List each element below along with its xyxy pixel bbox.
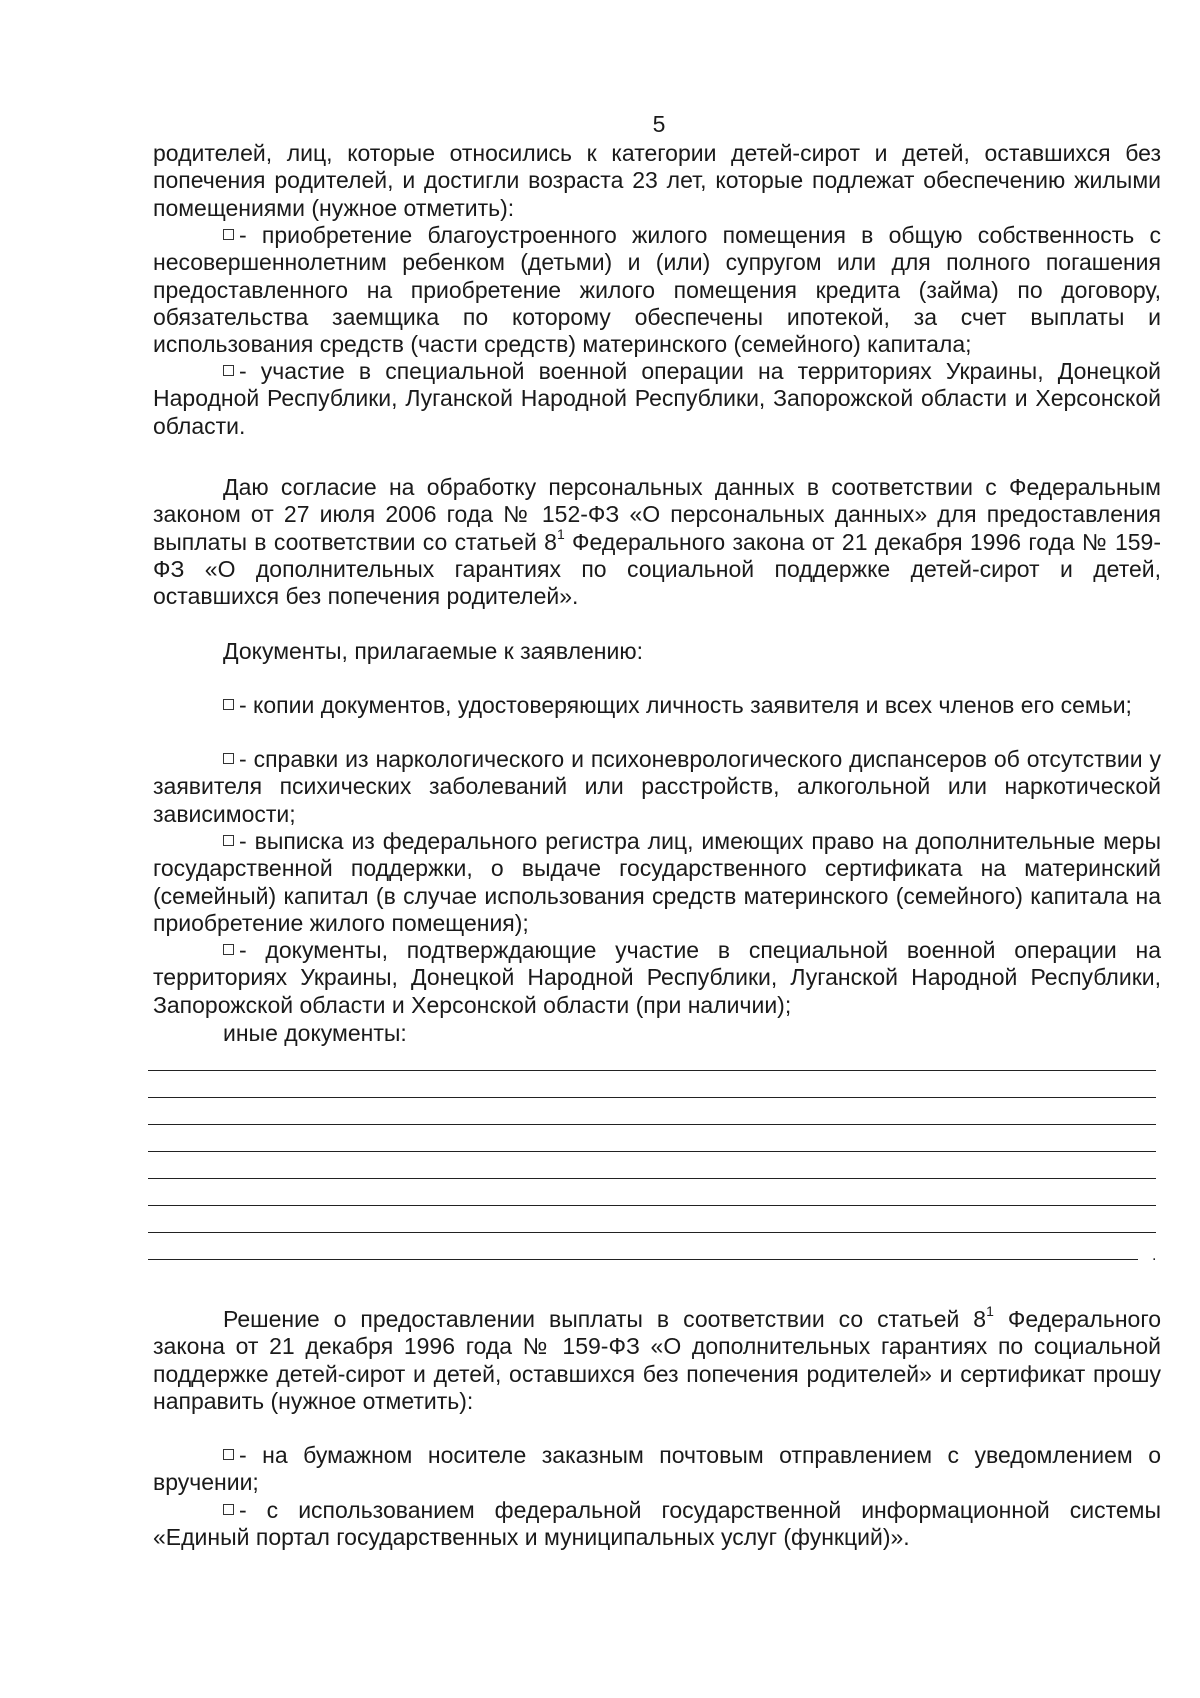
document-item-registry-extract-text: - выписка из федерального регистра лиц, имеющих право на дополнительные меры государственной поддержки, о выдаче государственного сертификата на материнский (семейный) капитал (в случае использования средств материнского (семейного) капитала на приобретение жилого помещения);: [153, 828, 1161, 936]
fill-line-8[interactable]: [148, 1259, 1138, 1260]
fill-line-5[interactable]: [148, 1178, 1156, 1179]
decision-text-part1: Решение о предоставлении выплаты в соответствии со статьей 8: [223, 1306, 987, 1332]
document-item-svo-documents-text: - документы, подтверждающие участие в специальной военной операции на территориях Украины, Донецкой Народной Республики, Луганской Народной Республики, Запорожской области и Херсонской области (при наличии);: [153, 937, 1161, 1018]
option-svo-participation-text: - участие в специальной военной операции на территориях Украины, Донецкой Народной Республики, Луганской Народной Республики, Запорожской области и Херсонской области.: [153, 358, 1161, 439]
delivery-option-portal-text: - с использованием федеральной государственной информационной системы «Единый портал государственных и муниципальных услуг (функций)».: [153, 1497, 1161, 1551]
checkbox[interactable]: [223, 365, 234, 376]
checkbox[interactable]: [223, 1504, 234, 1515]
checkbox[interactable]: [223, 1449, 234, 1460]
fill-line-3[interactable]: [148, 1124, 1156, 1125]
option-svo-participation: [153, 358, 1161, 440]
consent-paragraph: [153, 474, 1161, 610]
fill-line-6[interactable]: [148, 1205, 1156, 1206]
delivery-option-portal: [153, 1497, 1161, 1552]
delivery-option-paper: [153, 1442, 1161, 1497]
continuation-paragraph: родителей, лиц, которые относились к категории детей-сирот и детей, оставшихся без попечения родителей, и достигли возраста 23 лет, которые подлежат обеспечению жилыми помещениями (нужное отметить):: [153, 140, 1161, 221]
documents-heading: Документы, прилагаемые к заявлению:: [223, 638, 643, 664]
consent-text-part2: Федерального закона от 21 декабря 1996 года № 159-ФЗ «О дополнительных гарантиях по социальной поддержке детей-сирот и детей, оставшихся без попечения родителей».: [153, 528, 1161, 610]
option-purchase-housing: [153, 222, 1161, 358]
document-item-id-copies: [153, 692, 1161, 719]
document-item-medical-certificates-text: - справки из наркологического и психоневрологического диспансеров об отсутствии у заявителя психических заболеваний или расстройств, алкогольной или наркотической зависимости;: [153, 746, 1161, 827]
consent-superscript: 1: [556, 525, 565, 542]
delivery-option-paper-text: - на бумажном носителе заказным почтовым отправлением с уведомлением о вручении;: [153, 1442, 1161, 1496]
consent-text-part1: Даю согласие на обработку персональных данных в соответствии с Федеральным законом от 27 июля 2006 года № 152-ФЗ «О персональных данных» для предоставления выплаты в соответствии со статьей 8: [153, 474, 1161, 555]
document-item-id-copies-text: - копии документов, удостоверяющих личность заявителя и всех членов его семьи;: [239, 692, 1132, 718]
other-documents-label: иные документы:: [223, 1020, 407, 1046]
fill-line-1[interactable]: [148, 1070, 1156, 1071]
fill-line-4[interactable]: [148, 1151, 1156, 1152]
decision-superscript: 1: [986, 1303, 994, 1320]
document-item-svo-documents: [153, 937, 1161, 1019]
document-item-medical-certificates: [153, 746, 1161, 828]
checkbox[interactable]: [223, 944, 234, 955]
decision-text-part2: Федерального закона от 21 декабря 1996 года № 159-ФЗ «О дополнительных гарантиях по социальной поддержке детей-сирот и детей, оставшихся без попечения родителей» и сертификат прошу направить (нужное отметить):: [153, 1306, 1162, 1414]
checkbox[interactable]: [223, 699, 234, 710]
fill-line-7[interactable]: [148, 1232, 1156, 1233]
checkbox[interactable]: [223, 835, 234, 846]
checkbox[interactable]: [223, 229, 234, 240]
checkbox[interactable]: [223, 753, 234, 764]
page-number: 5: [652, 111, 666, 137]
fill-line-2[interactable]: [148, 1097, 1156, 1098]
document-item-registry-extract: [153, 828, 1161, 937]
decision-paragraph: [153, 1303, 1162, 1415]
option-purchase-housing-text: - приобретение благоустроенного жилого помещения в общую собственность с несовершеннолетним ребенком (детьми) и (или) супругом или для полного погашения предоставленного на приобретение жилого помещения кредита (займа) по договору, обязательства заемщика по которому обеспечены ипотекой, за счет выплаты и использования средств (части средств) материнского (семейного) капитала;: [153, 222, 1161, 358]
fill-line-end-dot: .: [1152, 1247, 1157, 1264]
